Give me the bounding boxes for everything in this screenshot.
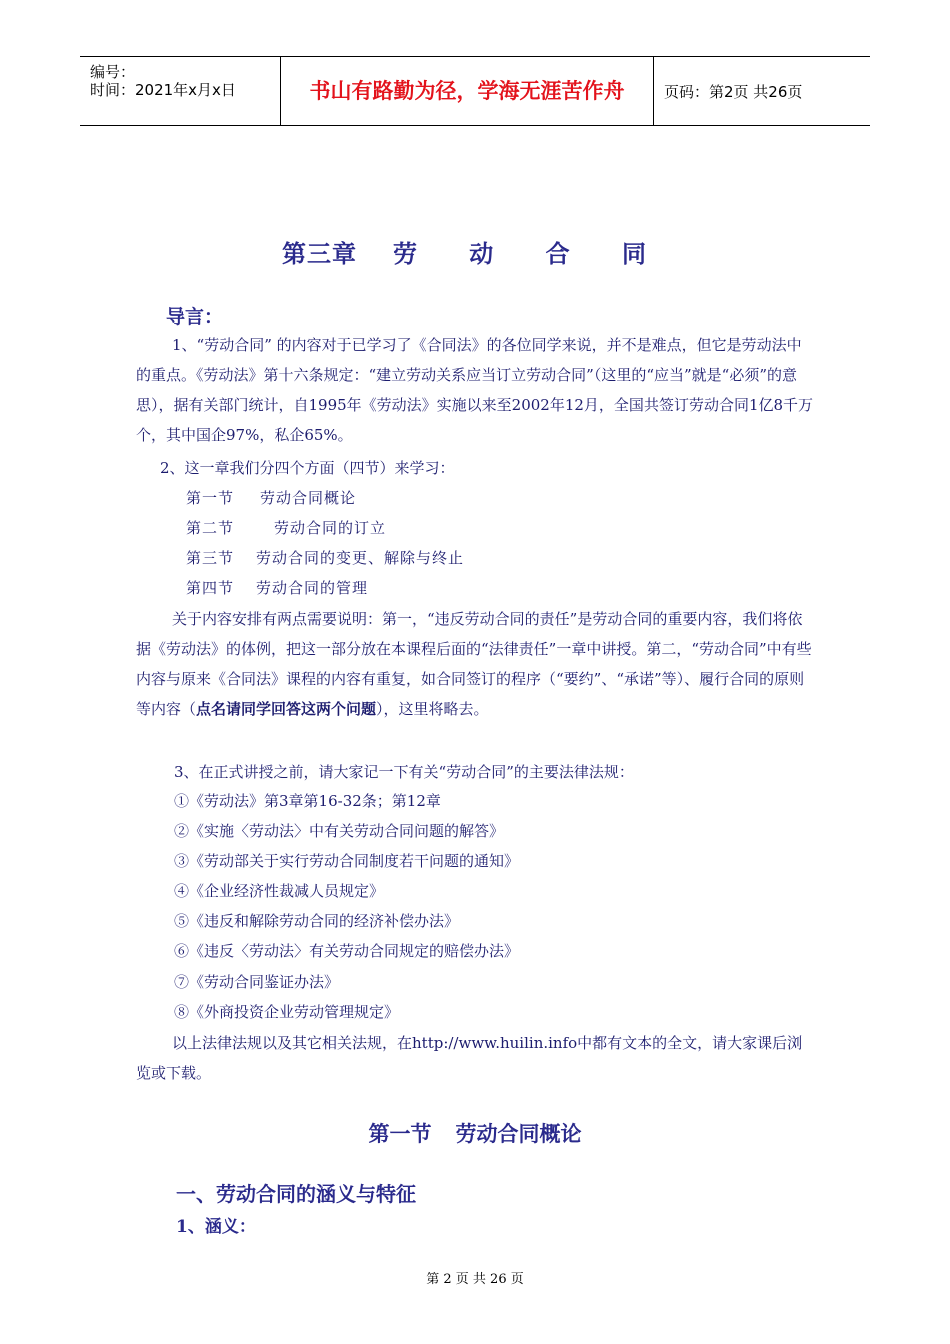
page-header: [80, 56, 870, 126]
paragraph-3-text-a: 关于内容安排有两点需要说明：第一，“违反劳动合同的责任”是劳动合同的重要内容，我们将依据《劳动法》的体例，把这一部分放在本课程后面的“法律责任”一章中讲授。第二，“劳动合同”中有些内容与原来《合同法》课程的内容有重复，如合同签订的程序（“要约”、“承诺”等）、履行合同的原则等内容（: [136, 610, 812, 718]
section-name: 劳动合同的订立: [274, 519, 387, 537]
section-name: 劳动合同概论: [260, 489, 357, 507]
section-list-item-3: [186, 543, 464, 573]
section-name: 劳动合同的管理: [256, 579, 369, 597]
number-label: 编号：: [90, 63, 136, 81]
paragraph-5: 以上法律法规以及其它相关法规，在http://www.huilin.info中都有文本的全文，请大家课后浏览或下载。: [136, 1034, 803, 1082]
subheading-2: 1、涵义：: [176, 1217, 256, 1237]
time-label: 时间：2021年x月x日: [90, 81, 236, 99]
law-item-6: ⑥《违反〈劳动法〉有关劳动合同规定的赔偿办法》: [174, 942, 520, 960]
paragraph-4: 3、在正式讲授之前，请大家记一下有关“劳动合同”的主要法律法规：: [174, 763, 634, 781]
law-item-3: ③《劳动部关于实行劳动合同制度若干问题的通知》: [174, 852, 520, 870]
subheading-1: 一、劳动合同的涵义与特征: [176, 1182, 416, 1206]
law-item-7: ⑦《劳动合同鉴证办法》: [174, 973, 340, 991]
header-page-info: 页码：第2页 共26页: [664, 83, 803, 101]
section-list-item-1: [186, 483, 356, 513]
header-motto: 书山有路勤为径，学海无涯苦作舟: [281, 57, 654, 125]
chapter-number: 第三章: [281, 240, 357, 268]
section-num: 第三节: [186, 549, 235, 567]
page-footer: 第 2 页 共 26 页: [426, 1272, 524, 1287]
section-1-name: 劳动合同概论: [455, 1122, 582, 1146]
paragraph-3-emphasis: 点名请同学回答这两个问题: [196, 700, 377, 718]
paragraph-1: 1、“劳动合同” 的内容对于已学习了《合同法》的各位同学来说，并不是难点，但它是劳动法中的重点。《劳动法》第十六条规定：“建立劳动关系应当订立劳动合同”（这里的“应当”就是“必须”的意思），据有关部门统计，自1995年《劳动法》实施以来至2002年12月，全国共签订劳动合同1亿8千万个，其中国企97%，私企65%。: [136, 336, 814, 444]
section-1-number: 第一节: [368, 1122, 432, 1146]
paragraph-3-text-b: ），这里将略去。: [376, 700, 489, 718]
section-list-item-4: [186, 573, 368, 603]
section-list-item-2: [186, 513, 386, 543]
law-item-8: ⑧《外商投资企业劳动管理规定》: [174, 1003, 400, 1021]
law-item-5: ⑤《违反和解除劳动合同的经济补偿办法》: [174, 912, 460, 930]
law-item-1: ①《劳动法》第3章第16-32条；第12章: [174, 792, 441, 810]
law-item-4: ④《企业经济性裁减人员规定》: [174, 882, 385, 900]
law-item-2: ②《实施〈劳动法〉中有关劳动合同问题的解答》: [174, 822, 505, 840]
section-name: 劳动合同的变更、解除与终止: [256, 549, 465, 567]
intro-heading: 导言：: [166, 306, 224, 328]
section-num: 第四节: [186, 579, 235, 597]
chapter-title: [0, 234, 950, 269]
section-num: 第一节: [186, 489, 235, 507]
section-1-title: [0, 1118, 950, 1148]
paragraph-3: [136, 604, 816, 724]
header-meta: [80, 57, 281, 125]
paragraph-2: 2、这一章我们分四个方面（四节）来学习：: [160, 459, 455, 477]
section-num: 第二节: [186, 519, 235, 537]
chapter-name: 劳 动 合 同: [392, 240, 669, 268]
